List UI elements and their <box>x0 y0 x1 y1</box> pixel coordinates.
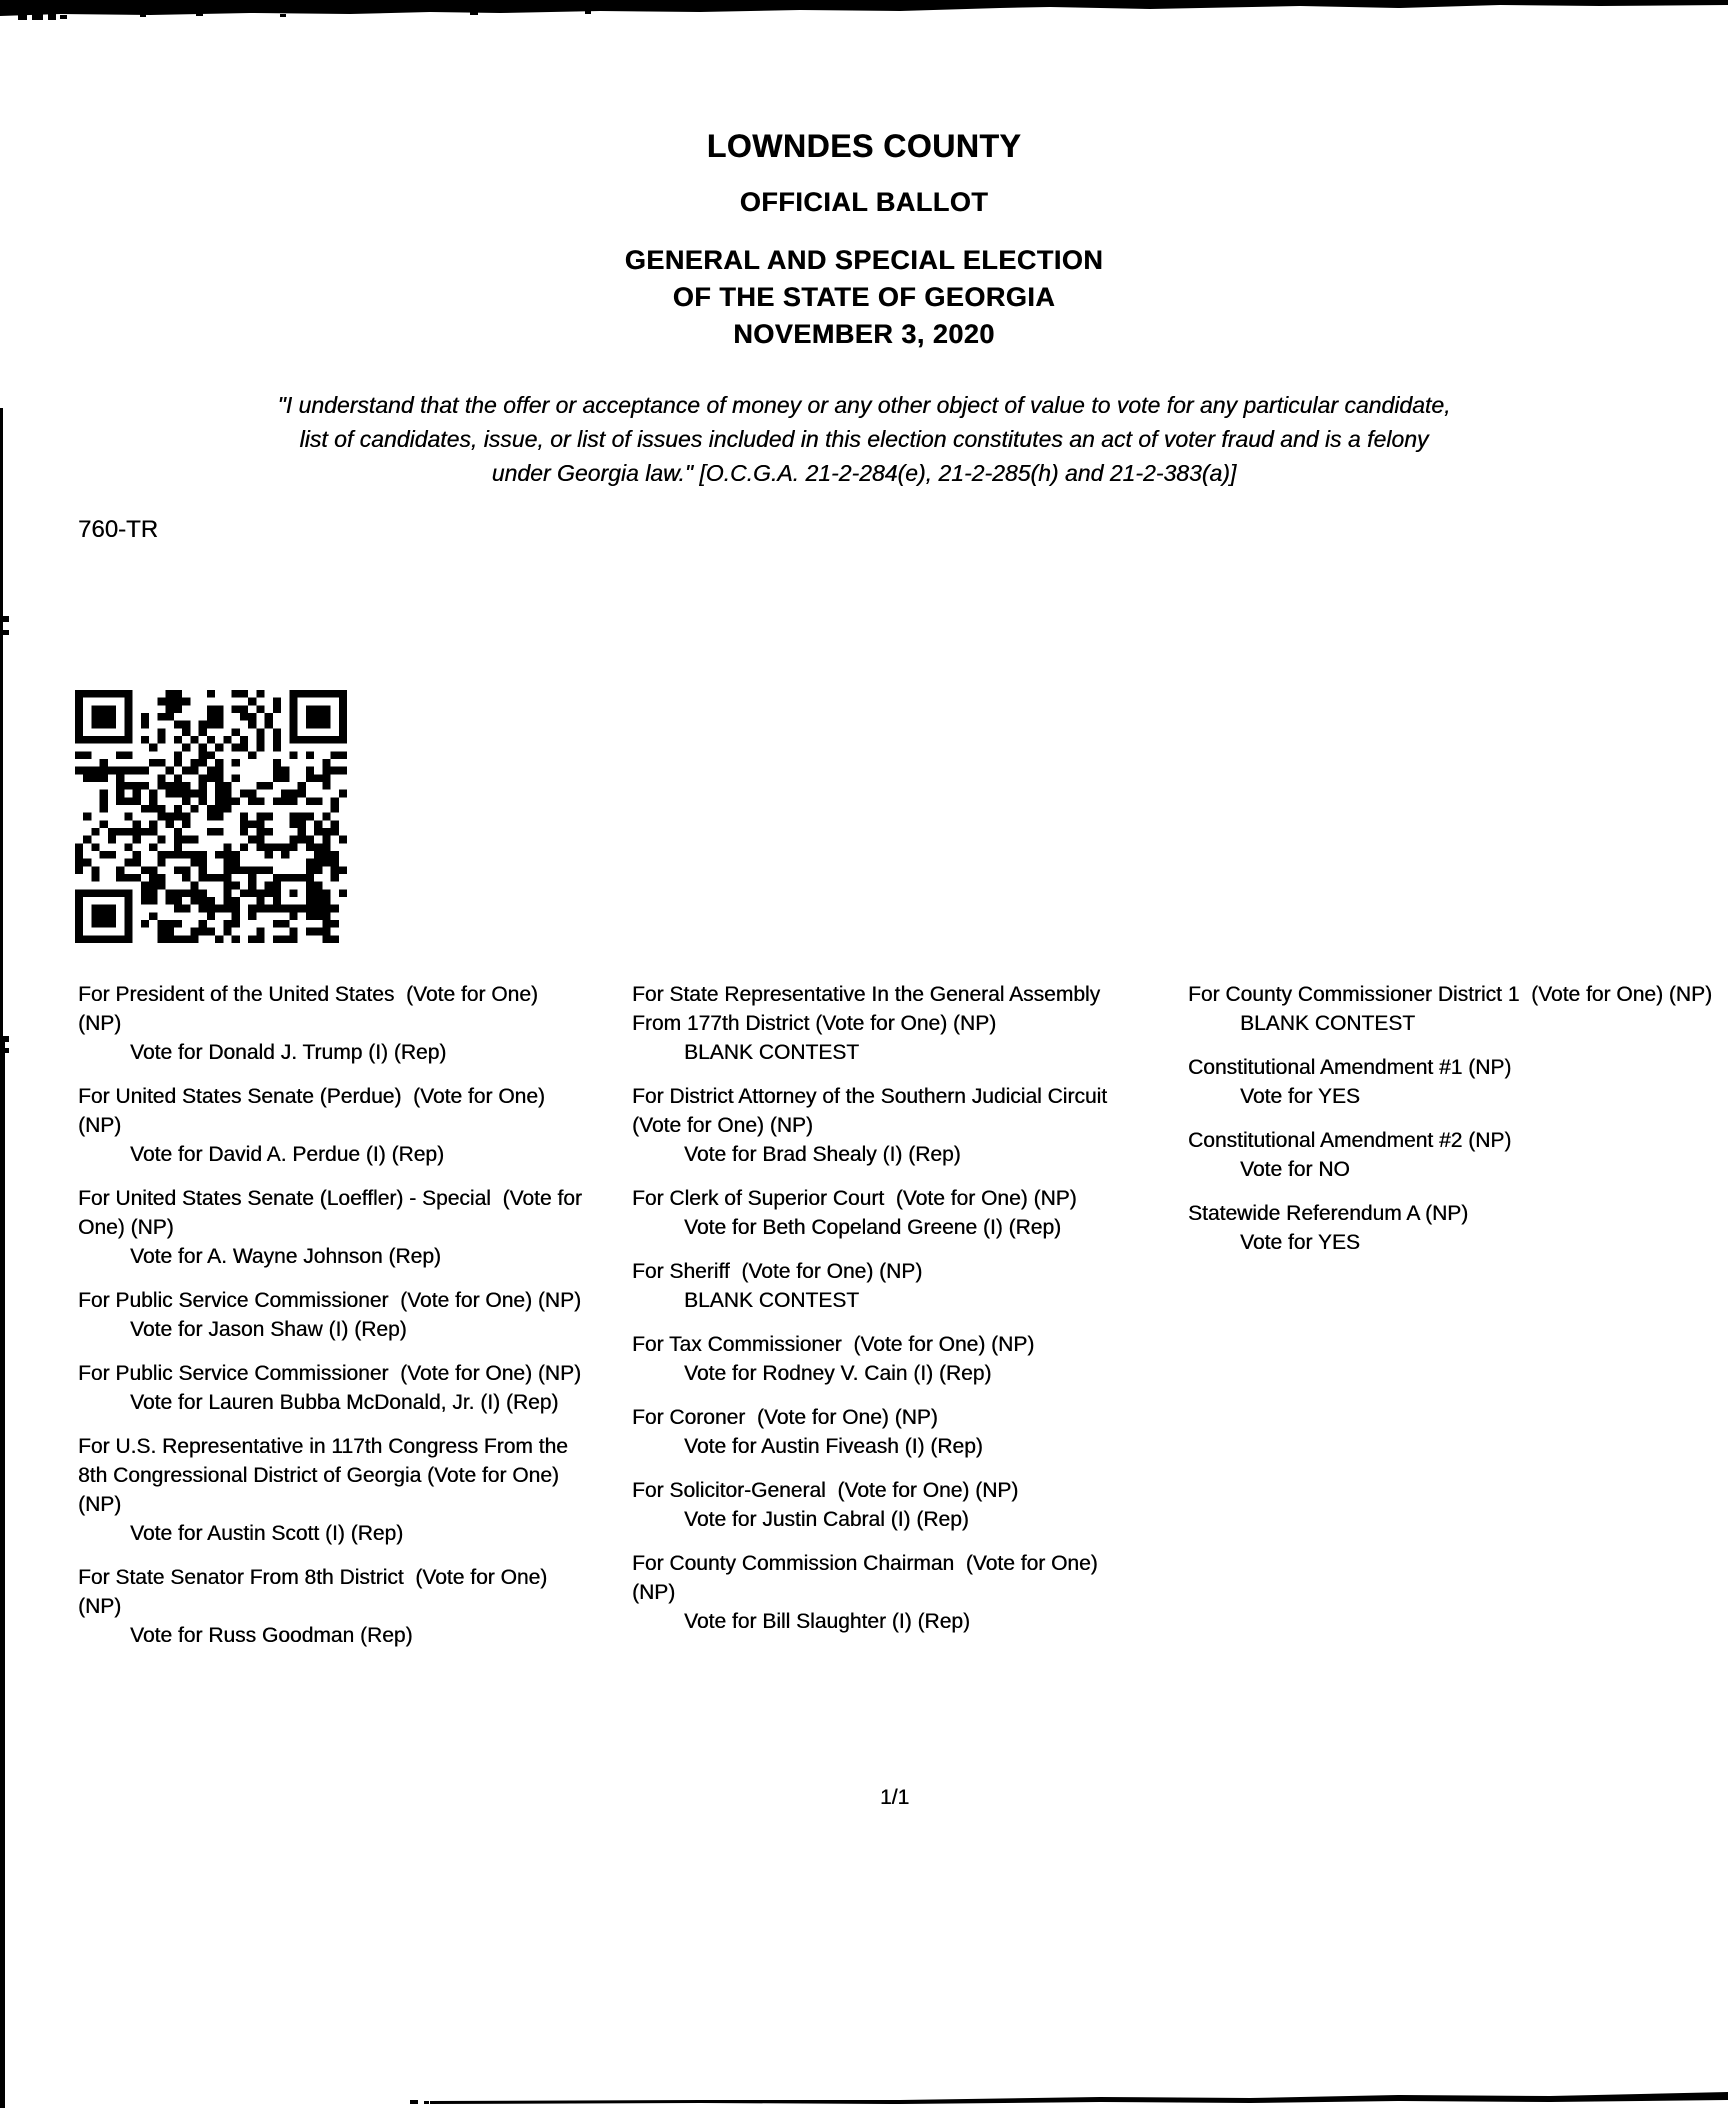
contest-block <box>1188 1126 1726 1184</box>
contest-title: For District Attorney of the Southern Judicial Circuit (Vote for One) (NP) <box>632 1085 1119 1137</box>
contest-title: For Solicitor-General (Vote for One) (NP) <box>632 1479 1019 1502</box>
contest-selection: Vote for NO <box>1240 1158 1350 1181</box>
qr-code <box>75 690 347 943</box>
contest-column-1 <box>78 980 588 1665</box>
contest-column-2 <box>632 980 1137 1651</box>
contest-selection: Vote for Brad Shealy (I) (Rep) <box>684 1143 961 1166</box>
contest-title: For County Commissioner District 1 (Vote for One) (NP) <box>1188 983 1712 1006</box>
contest-selection: Vote for Austin Fiveash (I) (Rep) <box>684 1435 983 1458</box>
contest-block <box>632 1330 1137 1388</box>
contest-title: For State Senator From 8th District (Vote for One) (NP) <box>78 1566 554 1618</box>
contest-title: For U.S. Representative in 117th Congress From the 8th Congressional District of Georgia (Vote for One) (NP) <box>78 1435 574 1516</box>
contest-selection: Vote for Austin Scott (I) (Rep) <box>130 1522 404 1545</box>
contest-block <box>632 1184 1137 1242</box>
election-name-line1: GENERAL AND SPECIAL ELECTION <box>624 245 1104 275</box>
county-title: LOWNDES COUNTY <box>706 128 1022 164</box>
contest-title: For United States Senate (Perdue) (Vote for One) (NP) <box>78 1085 551 1137</box>
contest-block <box>1188 980 1726 1038</box>
contest-title: Statewide Referendum A (NP) <box>1188 1202 1469 1225</box>
contest-title: Constitutional Amendment #1 (NP) <box>1188 1056 1512 1079</box>
contest-title: For Public Service Commissioner (Vote for One) (NP) <box>78 1289 581 1312</box>
contest-title: For County Commission Chairman (Vote for One) (NP) <box>632 1552 1104 1604</box>
contest-block <box>632 1082 1137 1169</box>
contest-title: For Public Service Commissioner (Vote for One) (NP) <box>78 1362 581 1385</box>
contest-selection: Vote for Bill Slaughter (I) (Rep) <box>684 1610 970 1633</box>
contest-block <box>632 1403 1137 1461</box>
contest-block <box>78 1082 583 1169</box>
election-date: NOVEMBER 3, 2020 <box>733 319 995 349</box>
election-name-line2: OF THE STATE OF GEORGIA <box>672 282 1056 312</box>
contest-selection: Vote for A. Wayne Johnson (Rep) <box>130 1245 441 1268</box>
contest-selection: Vote for Jason Shaw (I) (Rep) <box>130 1318 407 1341</box>
contest-block <box>78 1563 583 1650</box>
contest-selection: Vote for Lauren Bubba McDonald, Jr. (I) (Rep) <box>130 1391 559 1414</box>
contest-block <box>632 1549 1137 1636</box>
ballot-header <box>0 128 1728 353</box>
contest-block <box>632 980 1137 1067</box>
contest-selection: Vote for Russ Goodman (Rep) <box>130 1624 413 1647</box>
contest-title: For Clerk of Superior Court (Vote for One) (NP) <box>632 1187 1077 1210</box>
contest-selection: Vote for Justin Cabral (I) (Rep) <box>684 1508 969 1531</box>
ballot-style-code: 760-TR <box>78 516 159 543</box>
contest-title: For Tax Commissioner (Vote for One) (NP) <box>632 1333 1035 1356</box>
disclaimer-line: under Georgia law." [O.C.G.A. 21-2-284(e), 21-2-285(h) and 21-2-383(a)] <box>491 460 1237 486</box>
contest-title: For State Representative In the General Assembly From 177th District (Vote for One) (NP) <box>632 983 1106 1035</box>
disclaimer-line: "I understand that the offer or acceptance of money or any other object of value to vote for any particular candidate, <box>277 392 1451 418</box>
contest-title: For Sheriff (Vote for One) (NP) <box>632 1260 923 1283</box>
page-number: 1/1 <box>880 1786 910 1809</box>
contest-title: For President of the United States (Vote for One) (NP) <box>78 983 544 1035</box>
contest-block <box>78 1286 583 1344</box>
contest-block <box>78 1432 583 1548</box>
contest-selection: BLANK CONTEST <box>1240 1012 1416 1035</box>
contest-selection: Vote for Donald J. Trump (I) (Rep) <box>130 1041 447 1064</box>
ballot-type-title: OFFICIAL BALLOT <box>739 187 989 217</box>
contest-block <box>78 1184 588 1271</box>
contest-column-3 <box>1188 980 1726 1272</box>
contest-block <box>632 1257 1137 1315</box>
contest-selection: Vote for YES <box>1240 1231 1360 1254</box>
contest-selection: Vote for Rodney V. Cain (I) (Rep) <box>684 1362 992 1385</box>
contest-title: Constitutional Amendment #2 (NP) <box>1188 1129 1512 1152</box>
voter-fraud-disclaimer <box>40 388 1688 490</box>
contest-block <box>78 980 583 1067</box>
contest-selection: Vote for David A. Perdue (I) (Rep) <box>130 1143 444 1166</box>
disclaimer-line: list of candidates, issue, or list of issues included in this election constitutes an act of voter fraud and is a felony <box>299 426 1429 452</box>
contest-title: For Coroner (Vote for One) (NP) <box>632 1406 938 1429</box>
contest-block <box>78 1359 583 1417</box>
contest-selection: Vote for Beth Copeland Greene (I) (Rep) <box>684 1216 1062 1239</box>
contest-selection: BLANK CONTEST <box>684 1289 860 1312</box>
contest-block <box>1188 1199 1726 1257</box>
contest-title: For United States Senate (Loeffler) - Special (Vote for One) (NP) <box>78 1187 588 1239</box>
scan-artifact-top-bar <box>0 0 1728 24</box>
contest-block <box>632 1476 1137 1534</box>
contest-selection: BLANK CONTEST <box>684 1041 860 1064</box>
contest-block <box>1188 1053 1726 1111</box>
contest-selection: Vote for YES <box>1240 1085 1360 1108</box>
